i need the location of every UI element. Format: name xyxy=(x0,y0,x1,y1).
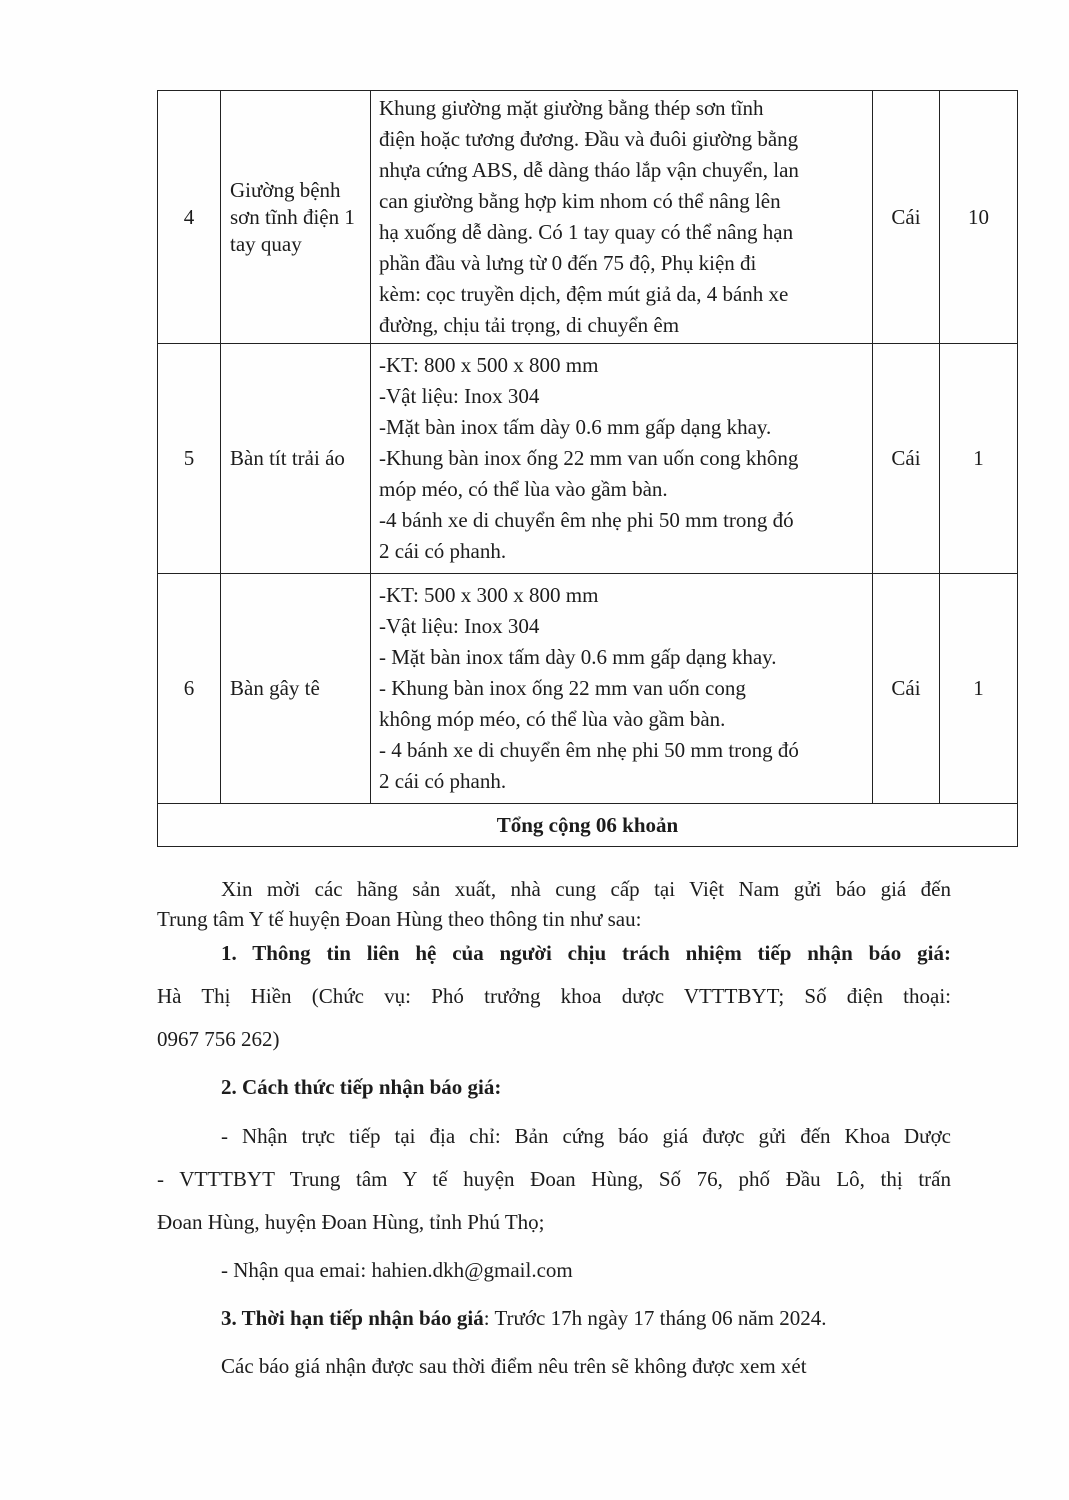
description-line: can giường bằng hợp kim nhom có thể nâng lên xyxy=(379,189,781,213)
equipment-table xyxy=(157,90,1018,847)
item-name: Giường bệnh sơn tĩnh điện 1 tay quay xyxy=(221,91,371,344)
item-quantity: 10 xyxy=(940,91,1018,344)
section-2-email: - Nhận qua emai: hahien.dkh@gmail.com xyxy=(221,1258,573,1282)
description-line: -Vật liệu: Inox 304 xyxy=(379,384,540,408)
item-quantity: 1 xyxy=(940,344,1018,574)
item-unit: Cái xyxy=(873,344,940,574)
item-name: Bàn gây tê xyxy=(221,574,371,804)
section-2-line-1: - Nhận trực tiếp tại địa chỉ: Bản cứng báo giá được gửi đến Khoa Dược xyxy=(221,1124,951,1148)
description-line: điện hoặc tương đương. Đầu và đuôi giường bằng xyxy=(379,127,799,151)
description-line: phần đầu và lưng từ 0 đến 75 độ, Phụ kiện đi xyxy=(379,251,757,275)
section-1-line-2: 0967 756 262) xyxy=(157,1027,280,1051)
item-name: Bàn tít trải áo xyxy=(221,344,371,574)
table-row xyxy=(158,91,1018,344)
description-line: -4 bánh xe di chuyển êm nhẹ phi 50 mm trong đó xyxy=(379,508,794,532)
table-row xyxy=(158,574,1018,804)
description-line: -Khung bàn inox ống 22 mm van uốn cong không xyxy=(379,446,799,470)
section-3-line xyxy=(157,1297,951,1339)
description-line: - Mặt bàn inox tấm dày 0.6 mm gấp dạng khay. xyxy=(379,645,777,669)
section-2-line-3: Đoan Hùng, huyện Đoan Hùng, tỉnh Phú Thọ; xyxy=(157,1210,545,1234)
equipment-table-body xyxy=(158,91,1018,847)
table-total-row xyxy=(158,804,1018,847)
description-line: -Mặt bàn inox tấm dày 0.6 mm gấp dạng khay. xyxy=(379,415,772,439)
description-line: - Khung bàn inox ống 22 mm van uốn cong xyxy=(379,676,746,700)
description-line: không móp méo, có thể lùa vào gầm bàn. xyxy=(379,707,726,731)
description-line: -Vật liệu: Inox 304 xyxy=(379,614,540,638)
description-line: hạ xuống dễ dàng. Có 1 tay quay có thể nâng hạn xyxy=(379,220,794,244)
row-number: 4 xyxy=(158,91,221,344)
description-line: Khung giường mặt giường bằng thép sơn tĩnh xyxy=(379,96,764,120)
description-line: 2 cái có phanh. xyxy=(379,769,507,793)
table-row xyxy=(158,344,1018,574)
item-description xyxy=(371,344,873,574)
total-label: Tổng cộng 06 khoản xyxy=(158,804,1018,847)
item-unit: Cái xyxy=(873,574,940,804)
description-line: 2 cái có phanh. xyxy=(379,539,507,563)
description-line: -KT: 500 x 300 x 800 mm xyxy=(379,583,599,607)
description-line: đường, chịu tải trọng, di chuyển êm xyxy=(379,313,680,337)
description-line: nhựa cứng ABS, dễ dàng tháo lắp vận chuyển, lan xyxy=(379,158,799,182)
section-2-heading: 2. Cách thức tiếp nhận báo giá: xyxy=(221,1075,502,1099)
row-number: 6 xyxy=(158,574,221,804)
item-quantity: 1 xyxy=(940,574,1018,804)
section-3-note: Các báo giá nhận được sau thời điểm nêu trên sẽ không được xem xét xyxy=(221,1354,807,1378)
description-line: kèm: cọc truyền dịch, đệm mút giả da, 4 bánh xe xyxy=(379,282,789,306)
intro-line-1: Xin mời các hãng sản xuất, nhà cung cấp tại Việt Nam gửi báo giá đến xyxy=(221,877,951,901)
description-line: móp méo, có thể lùa vào gầm bàn. xyxy=(379,477,668,501)
item-unit: Cái xyxy=(873,91,940,344)
section-3-deadline: : Trước 17h ngày 17 tháng 06 năm 2024. xyxy=(483,1306,827,1330)
row-number: 5 xyxy=(158,344,221,574)
intro-line-2: Trung tâm Y tế huyện Đoan Hùng theo thông tin như sau: xyxy=(157,907,642,931)
description-line: -KT: 800 x 500 x 800 mm xyxy=(379,353,599,377)
item-description xyxy=(371,91,873,344)
section-3-heading: 3. Thời hạn tiếp nhận báo giá xyxy=(221,1306,484,1330)
item-description xyxy=(371,574,873,804)
section-2-line-2: - VTTTBYT Trung tâm Y tế huyện Đoan Hùng, Số 76, phố Đầu Lô, thị trấn xyxy=(157,1167,951,1191)
section-1-line-1: Hà Thị Hiền (Chức vụ: Phó trưởng khoa dược VTTTBYT; Số điện thoại: xyxy=(157,984,951,1008)
description-line: - 4 bánh xe di chuyển êm nhẹ phi 50 mm trong đó xyxy=(379,738,799,762)
section-1-heading: 1. Thông tin liên hệ của người chịu trách nhiệm tiếp nhận báo giá: xyxy=(221,941,951,965)
